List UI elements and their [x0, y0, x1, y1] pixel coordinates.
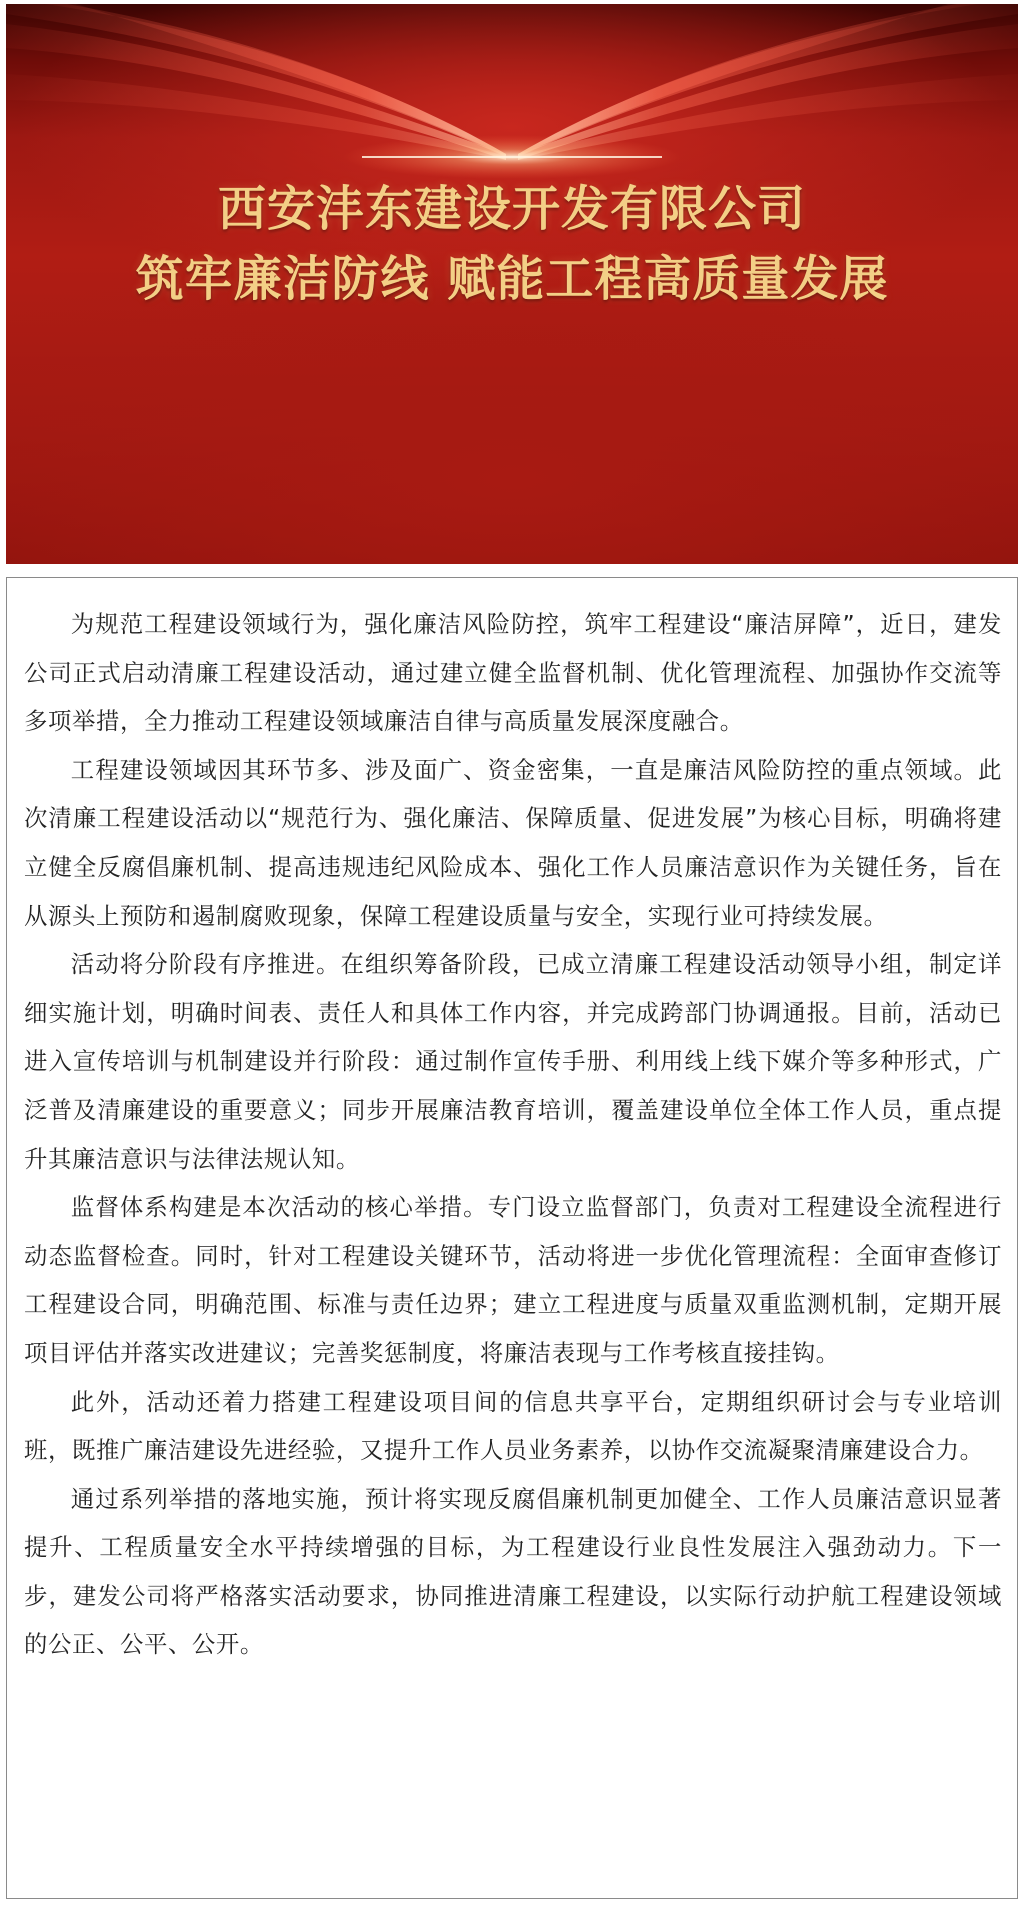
company-name-title: 西安沣东建设开发有限公司: [217, 181, 806, 237]
headline-title: 筑牢廉洁防线 赋能工程高质量发展: [135, 251, 889, 307]
article-paragraph: 为规范工程建设领域行为，强化廉洁风险防控，筑牢工程建设“廉洁屏障”，近日，建发公司正式启动清廉工程建设活动，通过建立健全监督机制、优化管理流程、加强协作交流等多项举措，全力推动工程建设领域廉洁自律与高质量发展深度融合。: [24, 610, 1002, 736]
light-line: [362, 156, 662, 158]
header-banner: [6, 4, 1018, 564]
article-body: [6, 577, 1018, 1899]
article-paragraph: 活动将分阶段有序推进。在组织筹备阶段，已成立清廉工程建设活动领导小组，制定详细实施计划，明确时间表、责任人和具体工作内容，并完成跨部门协调通报。目前，活动已进入宣传培训与机制建设并行阶段：通过制作宣传手册、利用线上线下媒介等多种形式，广泛普及清廉建设的重要意义；同步开展廉洁教育培训，覆盖建设单位全体工作人员，重点提升其廉洁意识与法律法规认知。: [24, 950, 1002, 1173]
article-paragraph: 监督体系构建是本次活动的核心举措。专门设立监督部门，负责对工程建设全流程进行动态监督检查。同时，针对工程建设关键环节，活动将进一步优化管理流程：全面审查修订工程建设合同，明确范围、标准与责任边界；建立工程进度与质量双重监测机制，定期开展项目评估并落实改进建议；完善奖惩制度，将廉洁表现与工作考核直接挂钩。: [24, 1193, 1002, 1367]
article-paragraph: 此外，活动还着力搭建工程建设项目间的信息共享平台，定期组织研讨会与专业培训班，既推广廉洁建设先进经验，又提升工作人员业务素养，以协作交流凝聚清廉建设合力。: [24, 1387, 1002, 1465]
article-paragraph: 工程建设领域因其环节多、涉及面广、资金密集，一直是廉洁风险防控的重点领域。此次清廉工程建设活动以“规范行为、强化廉洁、保障质量、促进发展”为核心目标，明确将建立健全反腐倡廉机制、提高违规违纪风险成本、强化工作人员廉洁意识作为关键任务，旨在从源头上预防和遏制腐败现象，保障工程建设质量与安全，实现行业可持续发展。: [24, 755, 1002, 930]
article-paragraph: 通过系列举措的落地实施，预计将实现反腐倡廉机制更加健全、工作人员廉洁意识显著提升、工程质量安全水平持续增强的目标，为工程建设行业良性发展注入强劲动力。下一步，建发公司将严格落实活动要求，协同推进清廉工程建设，以实际行动护航工程建设领域的公正、公平、公开。: [24, 1484, 1002, 1659]
